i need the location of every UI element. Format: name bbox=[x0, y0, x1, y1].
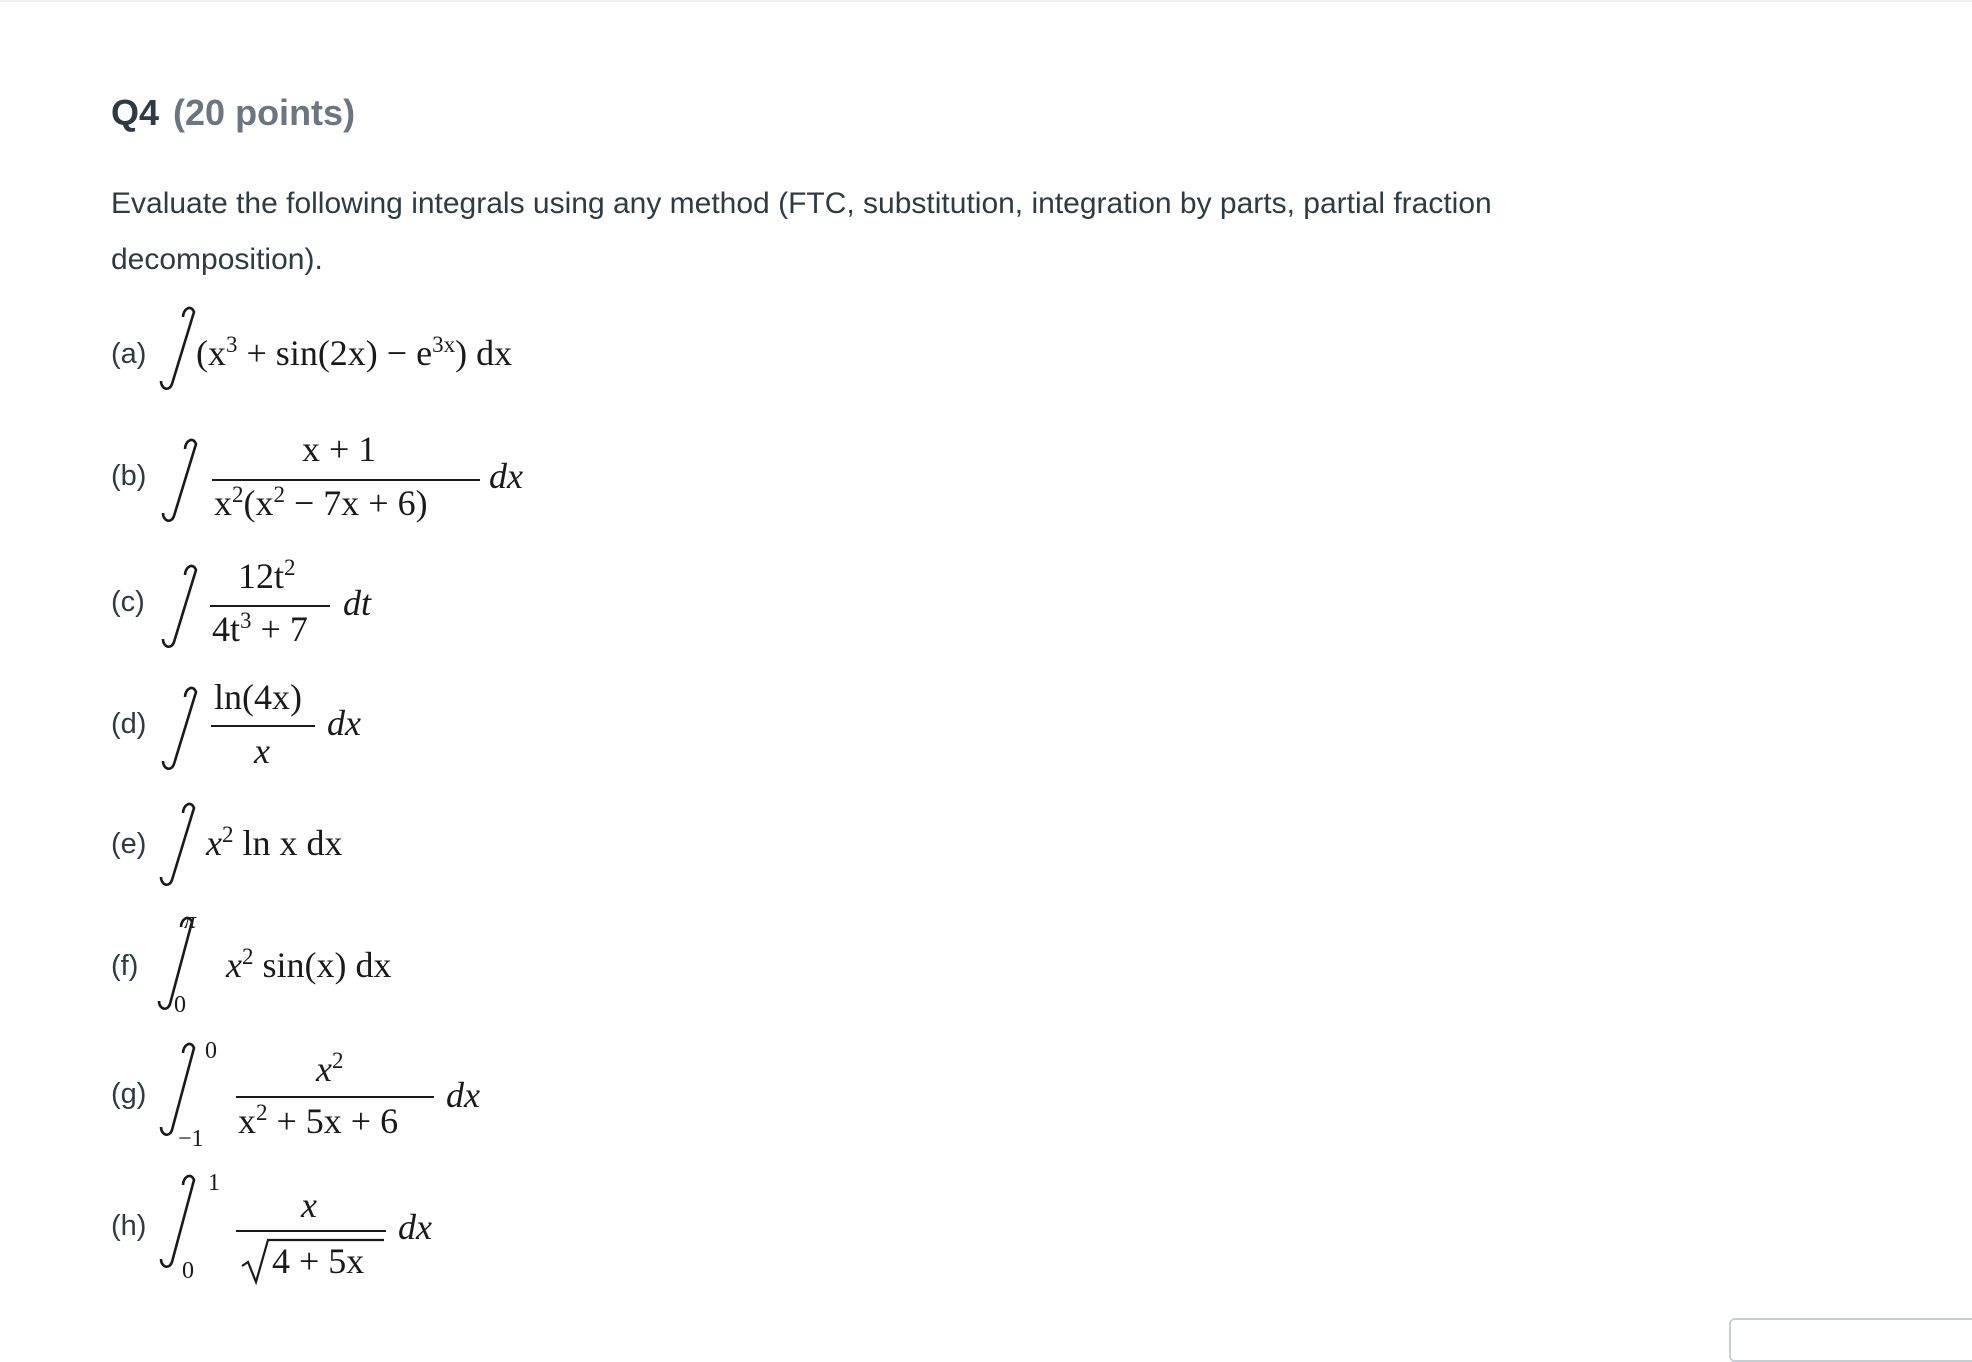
part-h-upper-limit: 1 bbox=[208, 1170, 220, 1196]
part-b-differential: dx bbox=[489, 456, 523, 496]
part-h-numerator: x bbox=[301, 1185, 317, 1225]
part-b-fraction-bar bbox=[212, 479, 480, 481]
question-instructions: Evaluate the following integrals using any method (FTC, substitution, integration by parts, partial fraction decomposition). bbox=[111, 187, 1492, 276]
part-a-label: (a) bbox=[111, 338, 147, 370]
part-g-lower-limit: −1 bbox=[178, 1126, 204, 1152]
top-divider bbox=[0, 0, 1972, 2]
part-g-fraction-bar bbox=[236, 1096, 434, 1098]
part-d-label: (d) bbox=[111, 708, 147, 740]
part-c-label: (c) bbox=[111, 586, 145, 618]
part-g-label: (g) bbox=[111, 1078, 147, 1110]
part-d-denominator: x bbox=[254, 731, 270, 771]
integral-sign-e bbox=[150, 796, 210, 896]
integral-sign-g bbox=[150, 1036, 240, 1166]
integral-sign-f bbox=[148, 910, 238, 1040]
part-e-label: (e) bbox=[111, 828, 147, 860]
integral-sign-c bbox=[152, 558, 212, 658]
part-b-denominator: $x^2(x^2 - 7x + 6)$ bbox=[214, 482, 428, 523]
part-f-integrand: $x^2$ sin(x) dx bbox=[226, 944, 392, 985]
part-f-lower-limit: 0 bbox=[174, 992, 186, 1018]
integral-sign-d bbox=[152, 680, 212, 780]
part-d-fraction-bar bbox=[211, 725, 315, 727]
part-h-lower-limit: 0 bbox=[182, 1258, 194, 1284]
part-f-label: (f) bbox=[111, 950, 139, 982]
part-b-label: (b) bbox=[111, 460, 147, 492]
part-c-differential: dt bbox=[343, 583, 372, 623]
part-h-label: (h) bbox=[111, 1210, 147, 1242]
part-c-fraction-bar bbox=[210, 605, 330, 607]
part-g-differential: dx bbox=[446, 1075, 480, 1115]
part-g-upper-limit: 0 bbox=[205, 1038, 217, 1064]
part-f-upper-limit: π bbox=[184, 908, 197, 934]
part-b-numerator: x + 1 bbox=[302, 429, 377, 469]
integral-sign-b bbox=[152, 432, 212, 532]
part-d-differential: dx bbox=[327, 703, 361, 743]
part-h-radicand: 4 + 5x bbox=[272, 1241, 365, 1281]
part-h-differential: dx bbox=[398, 1207, 432, 1247]
corner-panel-tab[interactable] bbox=[1729, 1318, 1972, 1362]
part-c-numerator: $12t^2$ bbox=[238, 555, 296, 596]
integral-sign-h bbox=[150, 1168, 240, 1298]
part-g-denominator: $x^2 + 5x + 6$ bbox=[238, 1100, 399, 1141]
part-d-numerator: ln(4x) bbox=[214, 677, 302, 717]
question-title bbox=[111, 92, 355, 134]
question-points: (20 points) bbox=[173, 92, 356, 133]
part-g-numerator: $x^2$ bbox=[316, 1048, 344, 1089]
part-h-fraction-bar bbox=[236, 1230, 386, 1232]
question-number: Q4 bbox=[111, 92, 160, 133]
part-a-integrand: $(x^3 + \sin(2x) - e^{3x})$ dx bbox=[196, 332, 513, 373]
part-e-integrand: $x^2$ ln x dx bbox=[206, 822, 343, 863]
part-c-denominator: $4t^3 + 7$ bbox=[212, 608, 308, 649]
